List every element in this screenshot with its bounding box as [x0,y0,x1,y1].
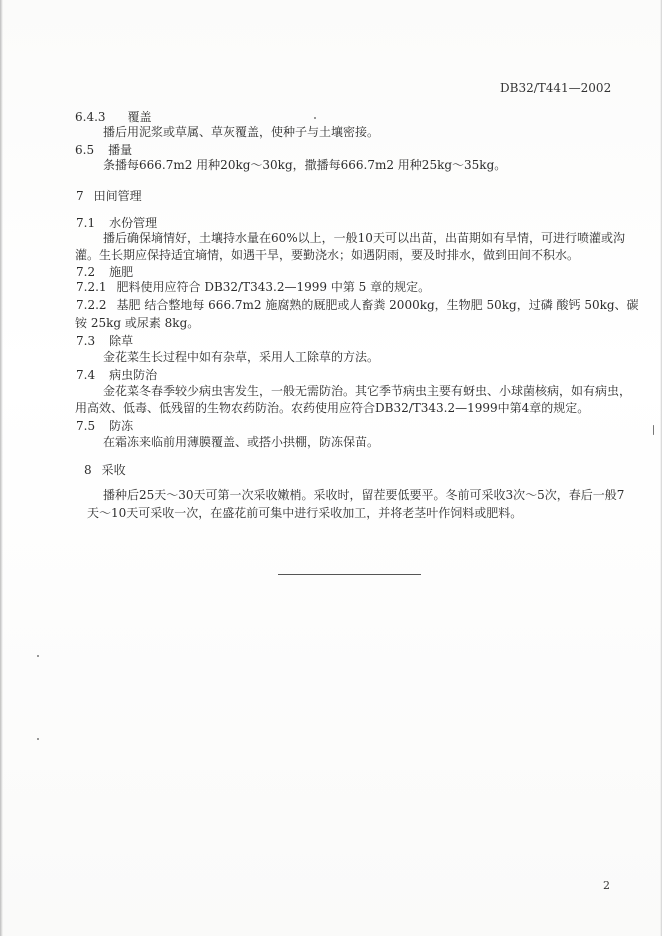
section-heading [76,367,157,383]
section-heading [76,264,133,280]
chapter-number: 7 [76,189,84,203]
paragraph-line: 条播每666.7m2 用种20kg～30kg，撒播每666.7m2 用种25kg～35kg。 [103,158,507,172]
section-heading [76,215,157,231]
paragraph-line: 天～10天可采收一次，在盛花前可集中进行采收加工，并将老茎叶作饲料或肥料。 [87,506,523,520]
section-number: 6.4.3 [75,110,106,124]
clause-number: 7.2.1 [76,280,107,294]
clause-line [76,297,639,313]
section-title: 施肥 [109,265,134,279]
scan-shadow-left [0,0,3,936]
section-heading [75,109,152,125]
chapter-heading [76,188,142,204]
page-number: 2 [603,879,610,892]
end-divider-line [278,574,421,575]
section-title: 水份管理 [109,216,158,230]
paragraph-line: 金花菜冬春季较少病虫害发生，一般无需防治。其它季节病虫主要有蚜虫、小球菌核病，如有病虫， [103,384,632,398]
section-number: 7.2 [76,265,96,279]
paragraph-line: 金花菜生长过程中如有杂草，采用人工除草的方法。 [103,350,380,364]
section-number: 6.5 [75,143,95,157]
section-title: 病虫防治 [109,368,158,382]
clause-line [76,279,430,295]
section-title: 覆盖 [127,110,152,124]
scan-speck [314,117,316,119]
paragraph-line: 播种后25天～30天可第一次采收嫩梢。采收时，留茬要低要平。冬前可采收3次～5次，春后一般7 [103,488,625,502]
section-number: 7.3 [76,334,96,348]
paragraph-line: 铵 25kg 或尿素 8kg。 [75,316,200,330]
section-number: 7.4 [76,368,96,382]
section-title: 播量 [108,143,133,157]
paragraph-line: 用高效、低毒、低残留的生物农药防治。农药使用应符合DB32/T343.2—1999中第4章的规定。 [75,401,590,415]
section-number: 7.1 [76,216,96,230]
paragraph-line: 播后确保墒情好，土壤持水量在60%以上，一般10天可以出苗，出苗期如有旱情，可进行喷灌或沟 [103,231,625,245]
chapter-title: 田间管理 [93,189,142,203]
scan-speck [653,425,654,435]
scan-speck [37,655,39,657]
section-title: 防冻 [109,419,134,433]
clause-text: 基肥 结合整地每 666.7m2 施腐熟的厩肥或人畜粪 2000kg，生物肥 50kg，过磷 酸钙 50kg、碳 [116,298,639,312]
paragraph-line: 灌。生长期应保持适宜墒情，如遇干旱，要勤浇水；如遇阴雨，要及时排水，做到田间不积水。 [75,248,580,262]
section-heading [76,333,133,349]
clause-text: 肥料使用应符合 DB32/T343.2—1999 中第 5 章的规定。 [116,280,431,294]
scan-speck [37,738,39,740]
clause-number: 7.2.2 [76,298,107,312]
section-heading [76,418,133,434]
paragraph-line: 在霜冻来临前用薄膜覆盖、或搭小拱棚，防冻保苗。 [103,435,380,449]
section-title: 除草 [109,334,134,348]
section-heading [75,142,132,158]
chapter-number: 8 [84,463,92,477]
doc-code-header: DB32/T441—2002 [500,81,612,95]
chapter-title: 采收 [101,463,126,477]
section-number: 7.5 [76,419,96,433]
paragraph-line: 播后用泥浆或草属、草灰覆盖，使种子与土壤密接。 [103,125,380,139]
chapter-heading [84,462,126,478]
